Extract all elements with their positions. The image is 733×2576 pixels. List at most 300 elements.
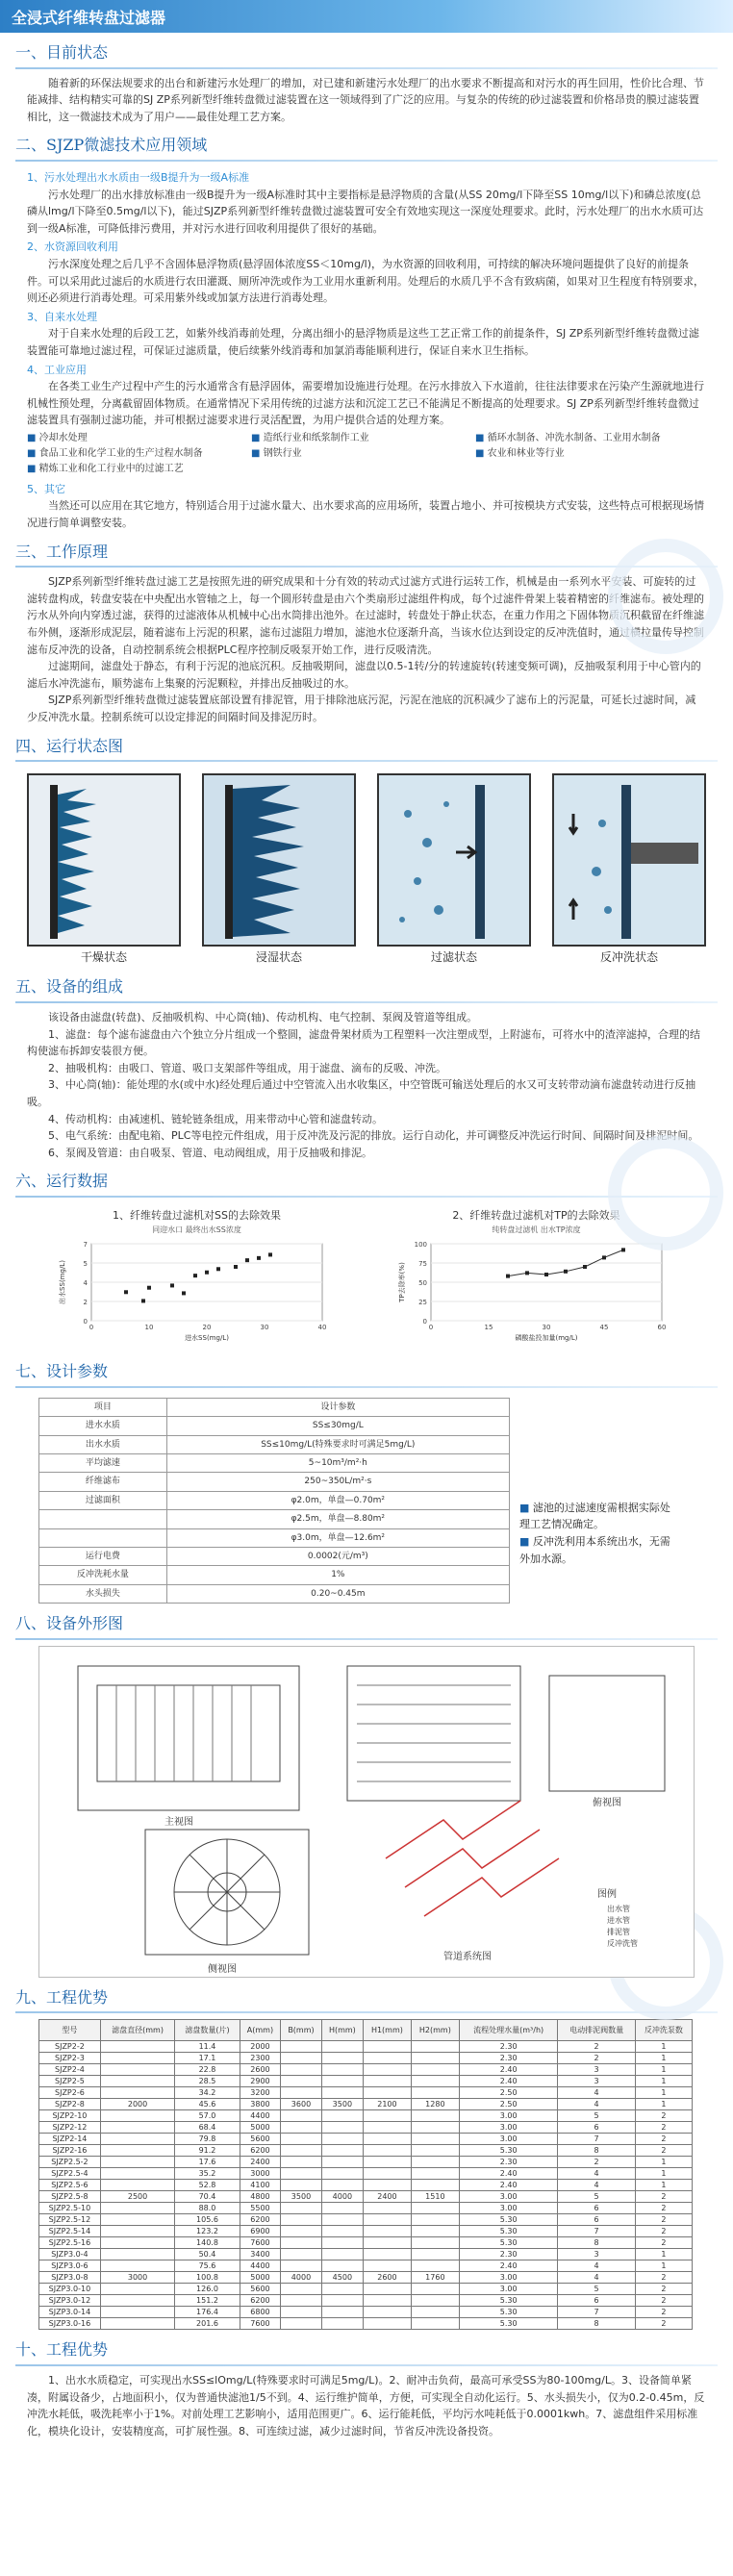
table-cell: 3200 — [240, 2087, 281, 2099]
table-cell: 28.5 — [175, 2076, 240, 2087]
table-cell: 4 — [558, 2180, 635, 2191]
table-cell: 2600 — [240, 2064, 281, 2076]
table-row — [39, 2191, 693, 2203]
table-cell: 3.00 — [459, 2191, 558, 2203]
table-header-cell: A(mm) — [240, 2020, 281, 2041]
table-row — [39, 2307, 693, 2318]
table-row — [39, 1435, 510, 1453]
x-tick-label: 40 — [317, 1324, 326, 1332]
table-cell — [281, 2168, 322, 2180]
table-cell: 2300 — [240, 2053, 281, 2064]
table-row — [39, 2318, 693, 2330]
table-cell: 3 — [558, 2064, 635, 2076]
table-cell: 过滤面积 — [39, 1491, 167, 1509]
paragraph: 在各类工业生产过程中产生的污水通常含有悬浮固体，需要增加设施进行处理。在污水排放入下水道前，往往法律要求在污染产生源就地进行机械性预处理，分离截留固体物质。在通常情况下采用传统的过滤方法和沉淀工艺已不能满足不断提高的处理要求。SJ ZP系列新型纤维转盘微过滤装置具有强制过滤功能，并可根据过滤要求进行灵活配置，为用户提供合适的处理方案。 — [27, 380, 704, 427]
section-divider — [15, 67, 718, 69]
table-cell: 57.0 — [175, 2110, 240, 2122]
paragraph: 污水深度处理之后几乎不含固体悬浮物质(悬浮固体浓度SS＜10mg/l)，为水资源的回收利用，可持续的解决环境问题提供了良好的前提条件。可以采用此过滤后的水质进行农田灌溉、厕所冲洗或作为工业用水重新利用。处理后的水质几乎不含有致病菌，如果对卫生程度有特别要求，则还必须进行消毒处理。可采用紫外线或加氯方法进行消毒处理。 — [27, 257, 704, 305]
table-cell: 2400 — [363, 2191, 411, 2203]
table-cell — [411, 2168, 459, 2180]
table-cell: 5600 — [240, 2284, 281, 2295]
table-cell: 88.0 — [175, 2203, 240, 2214]
table-cell: 1510 — [411, 2191, 459, 2203]
y-tick-label: 7 — [83, 1241, 88, 1250]
table-cell: 3600 — [281, 2099, 322, 2110]
y-tick-label: 0 — [83, 1318, 88, 1326]
table-cell — [411, 2214, 459, 2226]
table-row — [39, 2214, 693, 2226]
table-cell: 水头损失 — [39, 1584, 167, 1603]
table-cell: 1 — [635, 2168, 692, 2180]
data-point — [525, 1272, 529, 1275]
table-cell — [100, 2307, 174, 2318]
table-cell: 6 — [558, 2122, 635, 2134]
table-cell: SJZP3.0-14 — [39, 2307, 101, 2318]
table-cell: 34.2 — [175, 2087, 240, 2099]
x-tick-label: 45 — [599, 1324, 608, 1332]
table-cell: 176.4 — [175, 2307, 240, 2318]
data-point — [205, 1271, 209, 1275]
table-cell: SJZP2.5-2 — [39, 2157, 101, 2168]
table-cell — [281, 2053, 322, 2064]
table-cell: 2.40 — [459, 2168, 558, 2180]
list-item: ■ 精炼工业和化工行业中的过滤工艺 — [27, 462, 251, 477]
table-cell — [281, 2122, 322, 2134]
table-cell: 2 — [635, 2318, 692, 2330]
table-cell: 纤维滤布 — [39, 1473, 167, 1491]
table-cell: 1 — [635, 2099, 692, 2110]
section-divider — [15, 1386, 718, 1388]
table-cell: 6 — [558, 2295, 635, 2307]
table-cell — [363, 2145, 411, 2157]
table-cell: 2 — [635, 2122, 692, 2134]
table-cell — [100, 2168, 174, 2180]
state-dry — [27, 773, 181, 967]
state-caption: 浸湿状态 — [255, 950, 302, 965]
table-cell — [363, 2122, 411, 2134]
table-cell: 5.30 — [459, 2214, 558, 2226]
table-cell — [281, 2157, 322, 2168]
data-point — [193, 1274, 197, 1277]
table-cell — [411, 2307, 459, 2318]
table-cell — [411, 2203, 459, 2214]
table-row — [39, 2284, 693, 2295]
paragraph: 当然还可以应用在其它地方，特别适合用于过滤水量大、出水要求高的应用场所，装置占地小、并可按模块方式安装，这些特点可根据现场情况进行简单调整安装。 — [27, 499, 704, 530]
table-cell — [363, 2307, 411, 2318]
table-cell: 3 — [558, 2076, 635, 2087]
data-point — [245, 1258, 249, 1262]
table-cell: 2 — [635, 2134, 692, 2145]
table-cell — [100, 2087, 174, 2099]
table-cell: 2 — [635, 2237, 692, 2249]
table-cell — [100, 2076, 174, 2087]
list-item: ■ 钢铁行业 — [251, 446, 475, 462]
table-cell: 79.8 — [175, 2134, 240, 2145]
table-cell: 4 — [558, 2087, 635, 2099]
table-cell: 5.30 — [459, 2318, 558, 2330]
data-point — [141, 1300, 145, 1303]
table-cell: SJZP3.0-10 — [39, 2284, 101, 2295]
table-header-cell: 设计参数 — [166, 1398, 509, 1416]
table-cell: 1 — [635, 2260, 692, 2272]
table-cell: 2400 — [240, 2157, 281, 2168]
table-cell — [281, 2237, 322, 2249]
table-cell: 1 — [635, 2041, 692, 2053]
drawing-legend-item: 排泥管 — [607, 1927, 630, 1936]
table-cell: 7600 — [240, 2318, 281, 2330]
table-cell: SJZP3.0-4 — [39, 2249, 101, 2260]
chart-title: 1、纤维转盘过滤机对SS的去除效果 — [113, 1208, 281, 1222]
table-cell — [281, 2318, 322, 2330]
table-row — [39, 2260, 693, 2272]
table-cell — [39, 1510, 167, 1528]
table-cell — [321, 2064, 363, 2076]
section-title-10: 十、工程优势 — [15, 2340, 109, 2360]
state-wet — [202, 773, 356, 967]
table-cell: 140.8 — [175, 2237, 240, 2249]
chart-ss — [38, 1207, 356, 1348]
table-cell — [363, 2180, 411, 2191]
table-cell: 7 — [558, 2134, 635, 2145]
drawing-label: 主视图 — [164, 1816, 193, 1828]
table-cell: 1 — [635, 2180, 692, 2191]
table-cell: SJZP2.5-10 — [39, 2203, 101, 2214]
x-tick-label: 30 — [260, 1324, 268, 1332]
filter-operation-illustration — [379, 775, 529, 945]
paragraph: 4、传动机构：由减速机、链轮链条组成，用来带动中心管和滤盘转动。 — [48, 1112, 383, 1125]
table-cell — [363, 2087, 411, 2099]
table-cell — [411, 2284, 459, 2295]
table-cell: 5000 — [240, 2272, 281, 2284]
table-cell: 4000 — [321, 2191, 363, 2203]
table-cell: 3.00 — [459, 2272, 558, 2284]
table-cell — [100, 2203, 174, 2214]
table-cell: 1 — [635, 2064, 692, 2076]
table-cell: 6200 — [240, 2295, 281, 2307]
section-title-2: 二、SJZP微滤技术应用领域 — [15, 136, 208, 155]
table-cell — [363, 2053, 411, 2064]
table-cell: 1 — [635, 2076, 692, 2087]
table-cell: 8 — [558, 2145, 635, 2157]
table-cell — [100, 2237, 174, 2249]
drawing-legend-item: 出水管 — [607, 1904, 630, 1913]
table-cell: SS≤30mg/L — [166, 1417, 509, 1435]
table-cell — [321, 2180, 363, 2191]
table-cell: 1 — [635, 2087, 692, 2099]
x-tick-label: 20 — [202, 1324, 211, 1332]
table-cell — [281, 2214, 322, 2226]
table-cell — [100, 2122, 174, 2134]
data-point — [124, 1291, 128, 1295]
table-row — [39, 1491, 510, 1509]
table-cell — [363, 2041, 411, 2053]
table-cell: 2600 — [363, 2272, 411, 2284]
table-cell — [363, 2134, 411, 2145]
table-cell — [363, 2168, 411, 2180]
table-cell: 201.6 — [175, 2318, 240, 2330]
table-row — [39, 1566, 510, 1584]
table-cell: 2900 — [240, 2076, 281, 2087]
table-cell — [411, 2041, 459, 2053]
table-cell — [363, 2284, 411, 2295]
x-axis-label: 进水SS(mg/L) — [184, 1334, 229, 1343]
table-cell: 平均滤速 — [39, 1454, 167, 1473]
table-cell — [321, 2249, 363, 2260]
drawing-label: 侧视图 — [208, 1963, 237, 1975]
table-cell: SJZP2-6 — [39, 2087, 101, 2099]
table-cell — [363, 2249, 411, 2260]
table-cell: 75.6 — [175, 2260, 240, 2272]
table-cell — [100, 2157, 174, 2168]
watermark-circle — [608, 1135, 723, 1250]
table-row — [39, 2087, 693, 2099]
table-cell — [411, 2318, 459, 2330]
table-row — [39, 2203, 693, 2214]
x-tick-label: 60 — [657, 1324, 666, 1332]
y-tick-label: 5 — [83, 1260, 88, 1269]
table-cell: 6200 — [240, 2214, 281, 2226]
table-cell — [411, 2134, 459, 2145]
section-title-1: 一、目前状态 — [15, 43, 109, 62]
data-point — [170, 1284, 174, 1288]
table-cell: 4400 — [240, 2260, 281, 2272]
table-cell: 2000 — [240, 2041, 281, 2053]
tp-line-chart — [392, 1236, 681, 1342]
table-row — [39, 1584, 510, 1603]
table-cell: 2 — [635, 2110, 692, 2122]
table-cell — [321, 2134, 363, 2145]
table-cell: 2.30 — [459, 2157, 558, 2168]
table-cell: 52.8 — [175, 2180, 240, 2191]
section-title-8: 八、设备外形图 — [15, 1614, 124, 1633]
list-item: ■ 造纸行业和纸浆制作工业 — [251, 431, 475, 446]
table-cell: 7 — [558, 2226, 635, 2237]
data-point — [583, 1265, 587, 1269]
table-cell: 35.2 — [175, 2168, 240, 2180]
table-cell: 2 — [558, 2157, 635, 2168]
table-cell: 4 — [558, 2099, 635, 2110]
table-cell — [321, 2203, 363, 2214]
page-title: 全浸式纤维转盘过滤器 — [0, 0, 733, 33]
section-title-4: 四、运行状态图 — [15, 736, 124, 755]
table-cell — [281, 2110, 322, 2122]
subheading: 2、水资源回收利用 — [27, 240, 118, 254]
table-cell: 6200 — [240, 2145, 281, 2157]
table-cell — [321, 2237, 363, 2249]
table-cell: 1 — [635, 2053, 692, 2064]
table-cell: SJZP2.5-16 — [39, 2237, 101, 2249]
table-cell: 5.30 — [459, 2295, 558, 2307]
y-tick-label: 2 — [83, 1299, 88, 1307]
table-cell: 3.00 — [459, 2122, 558, 2134]
data-point — [506, 1275, 510, 1278]
table-cell: SJZP2.5-6 — [39, 2180, 101, 2191]
table-cell: 4400 — [240, 2110, 281, 2122]
table-cell: 2 — [635, 2295, 692, 2307]
state-caption: 反冲洗状态 — [599, 950, 658, 965]
table-cell: 2 — [635, 2272, 692, 2284]
table-header-cell: 反冲洗泵数 — [635, 2020, 692, 2041]
list-item: ■ 食品工业和化学工业的生产过程水制备 — [27, 446, 251, 462]
state-caption: 干燥状态 — [80, 950, 127, 965]
table-cell — [281, 2087, 322, 2099]
paragraph: 过滤期间，滤盘处于静态，有利于污泥的池底沉积。反抽吸期间，滤盘以0.5-1转/分的转速旋转(转速变频可调)，反抽吸泵利用于中心管内的滤后水冲洗滤布，顺势滤布上集聚的污泥颗粒，并排出反抽吸过的水。 — [27, 660, 701, 690]
list-item: ■ 冷却水处理 — [27, 431, 251, 446]
table-cell: 3500 — [281, 2191, 322, 2203]
table-cell: 3400 — [240, 2249, 281, 2260]
table-cell: 2.40 — [459, 2260, 558, 2272]
table-cell — [281, 2203, 322, 2214]
y-axis-label: TP去除率(%) — [397, 1262, 406, 1303]
table-row — [39, 2168, 693, 2180]
list-item: ■ 循环水制备、冲洗水制备、工业用水制备 — [475, 431, 699, 446]
table-cell: 17.1 — [175, 2053, 240, 2064]
table-cell: 2.30 — [459, 2041, 558, 2053]
table-row — [39, 2237, 693, 2249]
table-cell: 45.6 — [175, 2099, 240, 2110]
table-cell: 91.2 — [175, 2145, 240, 2157]
table-cell: SJZP2-12 — [39, 2122, 101, 2134]
table-cell: SJZP3.0-8 — [39, 2272, 101, 2284]
state-caption: 过滤状态 — [430, 950, 477, 965]
table-cell: SJZP2-5 — [39, 2076, 101, 2087]
table-cell: 2 — [635, 2191, 692, 2203]
y-tick-label: 25 — [417, 1299, 427, 1307]
table-cell — [411, 2260, 459, 2272]
table-cell — [363, 2110, 411, 2122]
table-cell — [100, 2180, 174, 2191]
table-cell: 0.0002(元/m³) — [166, 1548, 509, 1566]
table-cell — [411, 2110, 459, 2122]
backwash-illustration — [554, 775, 704, 945]
table-cell: SJZP2-4 — [39, 2064, 101, 2076]
table-cell — [411, 2145, 459, 2157]
table-cell: SJZP2-8 — [39, 2099, 101, 2110]
table-cell: 1% — [166, 1566, 509, 1584]
table-cell — [321, 2122, 363, 2134]
data-point — [234, 1265, 238, 1269]
state-image — [202, 773, 356, 947]
section-1-text: 随着新的环保法规要求的出台和新建污水处理厂的增加，对已建和新建污水处理厂的出水要求不断提高和对污水的再生回用，性价比合理、节能减排、结构精实可靠的SJ ZP系列新型纤维转盘微过滤装置在这一领域得到了广泛的应用。与复杂的传统的砂过滤装置和价格昂贵的膜过滤装置相比，这一微滤技术成为了用户——最佳处理工艺方案。 — [27, 76, 704, 123]
table-row — [39, 2099, 693, 2110]
table-cell: 11.4 — [175, 2041, 240, 2053]
table-cell — [321, 2087, 363, 2099]
table-cell — [281, 2295, 322, 2307]
table-cell — [363, 2157, 411, 2168]
table-cell — [411, 2076, 459, 2087]
subheading: 3、自来水处理 — [27, 310, 97, 323]
table-row — [39, 2295, 693, 2307]
table-cell — [281, 2134, 322, 2145]
table-cell: 5500 — [240, 2203, 281, 2214]
table-cell — [100, 2226, 174, 2237]
filter-cloth-dry-illustration — [29, 775, 179, 945]
section-title-3: 三、工作原理 — [15, 542, 109, 561]
table-cell — [321, 2168, 363, 2180]
table-cell — [281, 2076, 322, 2087]
x-tick-label: 0 — [88, 1324, 93, 1332]
table-cell: 5~10m³/m²·h — [166, 1454, 509, 1473]
note-item: ■ 滤池的过滤速度需根据实际处理工艺情况确定。 — [519, 1500, 673, 1533]
table-cell: 7600 — [240, 2237, 281, 2249]
table-cell: 3800 — [240, 2099, 281, 2110]
table-cell: 2.40 — [459, 2180, 558, 2191]
table-cell — [100, 2134, 174, 2145]
x-axis-label: 磷酸盐投加量(mg/L) — [515, 1334, 577, 1343]
table-cell: 50.4 — [175, 2249, 240, 2260]
table-cell: SJZP2.5-14 — [39, 2226, 101, 2237]
table-cell: 3.00 — [459, 2134, 558, 2145]
table-cell — [321, 2053, 363, 2064]
table-cell: 5 — [558, 2284, 635, 2295]
table-cell — [411, 2237, 459, 2249]
table-cell: SJZP2-3 — [39, 2053, 101, 2064]
data-point — [216, 1268, 220, 1272]
table-cell — [100, 2260, 174, 2272]
table-cell — [281, 2226, 322, 2237]
x-tick-label: 0 — [428, 1324, 433, 1332]
table-cell: 2000 — [100, 2099, 174, 2110]
table-cell: 5 — [558, 2191, 635, 2203]
design-param-table — [38, 1398, 510, 1604]
drawing-legend-item: 反冲洗管 — [607, 1938, 638, 1948]
drawing-label: 俯视图 — [593, 1797, 621, 1808]
table-cell — [363, 2318, 411, 2330]
data-point — [182, 1292, 186, 1296]
table-row — [39, 2122, 693, 2134]
drawing-legend-item: 进水管 — [607, 1915, 630, 1925]
table-cell: 0.20~0.45m — [166, 1584, 509, 1603]
table-cell — [281, 2145, 322, 2157]
table-header-cell: 滤盘直径(mm) — [100, 2020, 174, 2041]
table-cell — [321, 2260, 363, 2272]
table-cell — [100, 2145, 174, 2157]
table-cell: 4500 — [321, 2272, 363, 2284]
state-filter — [377, 773, 531, 967]
table-row — [39, 2145, 693, 2157]
table-cell: 2 — [635, 2203, 692, 2214]
table-cell: 2 — [558, 2041, 635, 2053]
table-cell: SJZP2.5-12 — [39, 2214, 101, 2226]
table-cell: 6 — [558, 2203, 635, 2214]
table-cell: 2.50 — [459, 2099, 558, 2110]
table-cell — [281, 2284, 322, 2295]
table-cell — [321, 2157, 363, 2168]
y-tick-label: 0 — [422, 1318, 427, 1326]
table-cell: 4800 — [240, 2191, 281, 2203]
table-cell — [321, 2226, 363, 2237]
table-cell: φ2.5m，单盘—8.80m² — [166, 1510, 509, 1528]
application-list — [0, 429, 733, 479]
section-divider — [15, 566, 718, 568]
table-cell: SJZP2-2 — [39, 2041, 101, 2053]
table-cell — [363, 2064, 411, 2076]
table-cell — [100, 2284, 174, 2295]
table-cell — [281, 2064, 322, 2076]
table-header-cell: 滤盘数量(片) — [175, 2020, 240, 2041]
table-cell: SJZP2.5-8 — [39, 2191, 101, 2203]
table-cell: 运行电费 — [39, 1548, 167, 1566]
table-cell: 6800 — [240, 2307, 281, 2318]
y-axis-label: 出水SS(mg/L) — [58, 1260, 66, 1305]
table-cell: 5.30 — [459, 2237, 558, 2249]
table-cell — [281, 2307, 322, 2318]
table-cell: SJZP2-10 — [39, 2110, 101, 2122]
table-cell — [411, 2087, 459, 2099]
table-cell: 2 — [635, 2214, 692, 2226]
table-row — [39, 2134, 693, 2145]
drawing-legend-title: 图例 — [597, 1888, 617, 1900]
